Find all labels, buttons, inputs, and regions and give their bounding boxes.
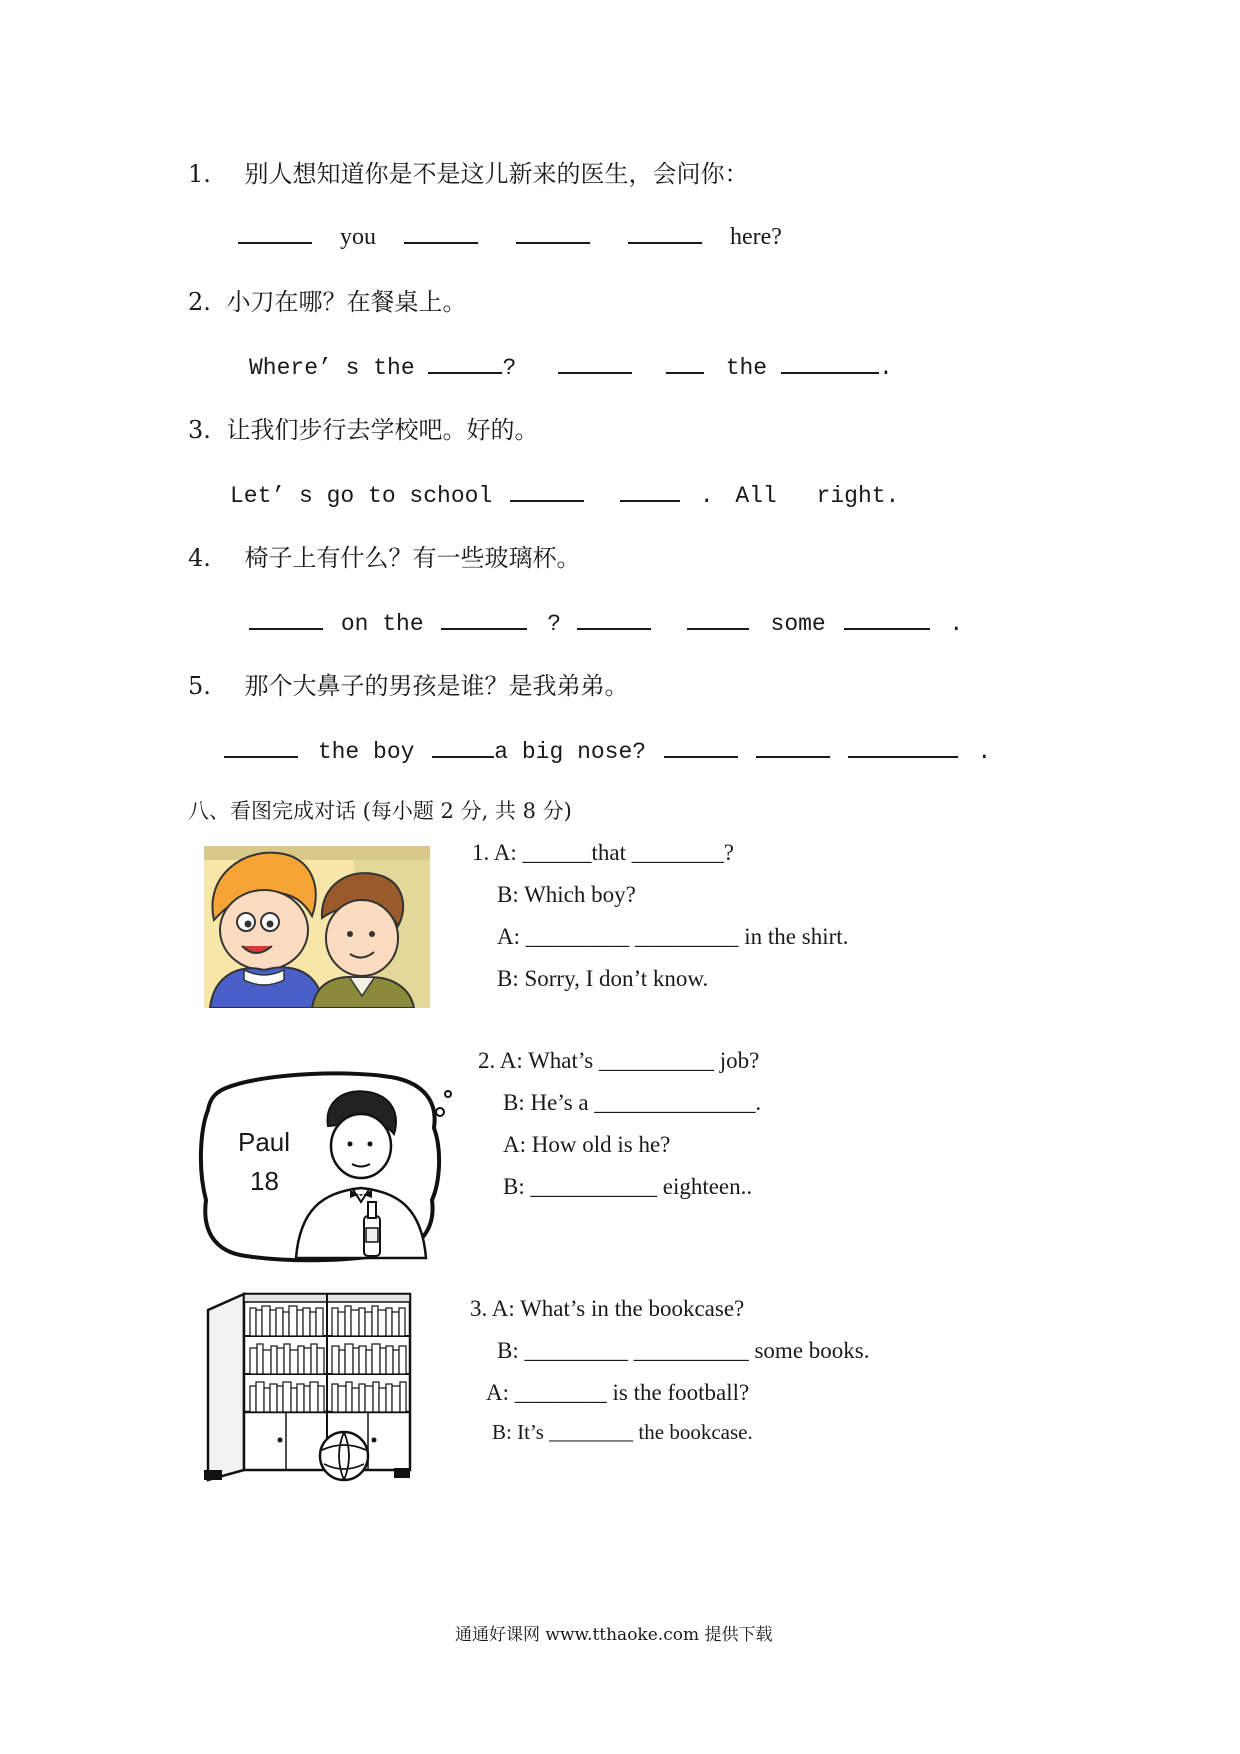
q4-word-on-the: on the (340, 611, 424, 637)
q4-blank-1[interactable] (249, 606, 323, 630)
d1-line-4: B: Sorry, I don’t know. (497, 966, 709, 991)
d1-line-2: B: Which boy? (497, 882, 636, 907)
q3-prompt (188, 410, 539, 445)
q4-word-some: some (770, 611, 826, 637)
q5-prompt (188, 666, 629, 701)
q5-number: 5. (188, 672, 211, 700)
q3-blank-2[interactable] (620, 478, 680, 502)
q1-answer-line (238, 220, 782, 251)
q3-period: . (699, 483, 714, 509)
d2-line-1: 2. A: What’s __________ job? (478, 1048, 760, 1073)
q4-answer-line (249, 606, 963, 637)
q5-blank-4[interactable] (756, 734, 830, 758)
q5-period: . (977, 739, 992, 765)
q2-question-mark: ? (502, 355, 517, 381)
q4-chinese: 椅子上有什么？有一些玻璃杯。 (244, 544, 581, 572)
q5-blank-1[interactable] (224, 734, 298, 758)
q2-period: . (878, 355, 893, 381)
q5-chinese: 那个大鼻子的男孩是谁？是我弟弟。 (244, 672, 629, 700)
part8-heading: 八、看图完成对话 (每小题 2 分, 共 8 分) (188, 799, 572, 823)
q5-blank-5[interactable] (848, 734, 958, 758)
q5-blank-2[interactable] (432, 734, 494, 758)
d3-line-1: 3. A: What’s in the bookcase? (470, 1296, 745, 1321)
q1-blank-2[interactable] (404, 220, 478, 244)
d2-line-4: B: ___________ eighteen.. (503, 1174, 753, 1199)
q2-chinese: 小刀在哪？在餐桌上。 (226, 288, 467, 316)
q5-answer-line (224, 734, 991, 765)
waiter-picture (196, 1070, 452, 1264)
q2-prompt (188, 282, 467, 317)
d1-line-1: 1. A: ______that ________? (472, 840, 734, 865)
q1-chinese: 别人想知道你是不是这儿新来的医生，会问你： (244, 160, 749, 188)
bubble-name: Paul (238, 1127, 291, 1157)
q2-answer-line (249, 350, 893, 381)
q1-blank-1[interactable] (238, 220, 312, 244)
q1-prompt (188, 154, 749, 189)
q2-word-wheres: Where’ s the (249, 355, 415, 381)
q2-blank-2[interactable] (558, 350, 632, 374)
q2-blank-1[interactable] (428, 350, 502, 374)
two-boys-picture (204, 846, 430, 1008)
q3-chinese: 让我们步行去学校吧。好的。 (226, 416, 539, 444)
q1-blank-3[interactable] (516, 220, 590, 244)
q5-word-a-big-nose: a big nose? (494, 739, 647, 765)
q1-blank-4[interactable] (628, 220, 702, 244)
q4-blank-4[interactable] (687, 606, 749, 630)
bubble-age: 18 (250, 1166, 279, 1196)
d1-line-3: A: _________ _________ in the shirt. (497, 924, 849, 949)
q1-word-here: here? (730, 224, 782, 250)
q3-word-right: right. (816, 483, 900, 509)
q4-blank-5[interactable] (844, 606, 930, 630)
bookcase-picture (204, 1290, 414, 1482)
d2-line-2: B: He’s a ______________. (503, 1090, 762, 1115)
q1-number: 1. (188, 160, 211, 188)
q5-word-the-boy: the boy (317, 739, 415, 765)
q1-word-you: you (340, 224, 376, 250)
q3-word-all: All (735, 483, 777, 509)
q3-number: 3. (188, 416, 211, 444)
q4-period: . (949, 611, 964, 637)
q2-blank-4[interactable] (781, 350, 879, 374)
q4-number: 4. (188, 544, 211, 572)
d3-line-4: B: It’s ________ the bookcase. (492, 1420, 753, 1444)
q2-word-the: the (725, 355, 768, 381)
d3-line-2: B: _________ __________ some books. (497, 1338, 870, 1363)
q4-blank-3[interactable] (577, 606, 651, 630)
q3-answer-line (230, 478, 899, 509)
q2-number: 2. (188, 288, 211, 316)
q3-blank-1[interactable] (510, 478, 584, 502)
page-footer: 通通好课网 www.tthaoke.com 提供下载 (455, 1625, 773, 1645)
q4-blank-2[interactable] (441, 606, 527, 630)
d3-line-3: A: ________ is the football? (486, 1380, 750, 1405)
q2-blank-3[interactable] (666, 350, 704, 374)
q4-question-mark: ? (547, 611, 562, 637)
q4-prompt (188, 538, 581, 573)
q3-word-lets: Let’ s go to school (230, 483, 493, 509)
d2-line-3: A: How old is he? (503, 1132, 671, 1157)
q5-blank-3[interactable] (664, 734, 738, 758)
